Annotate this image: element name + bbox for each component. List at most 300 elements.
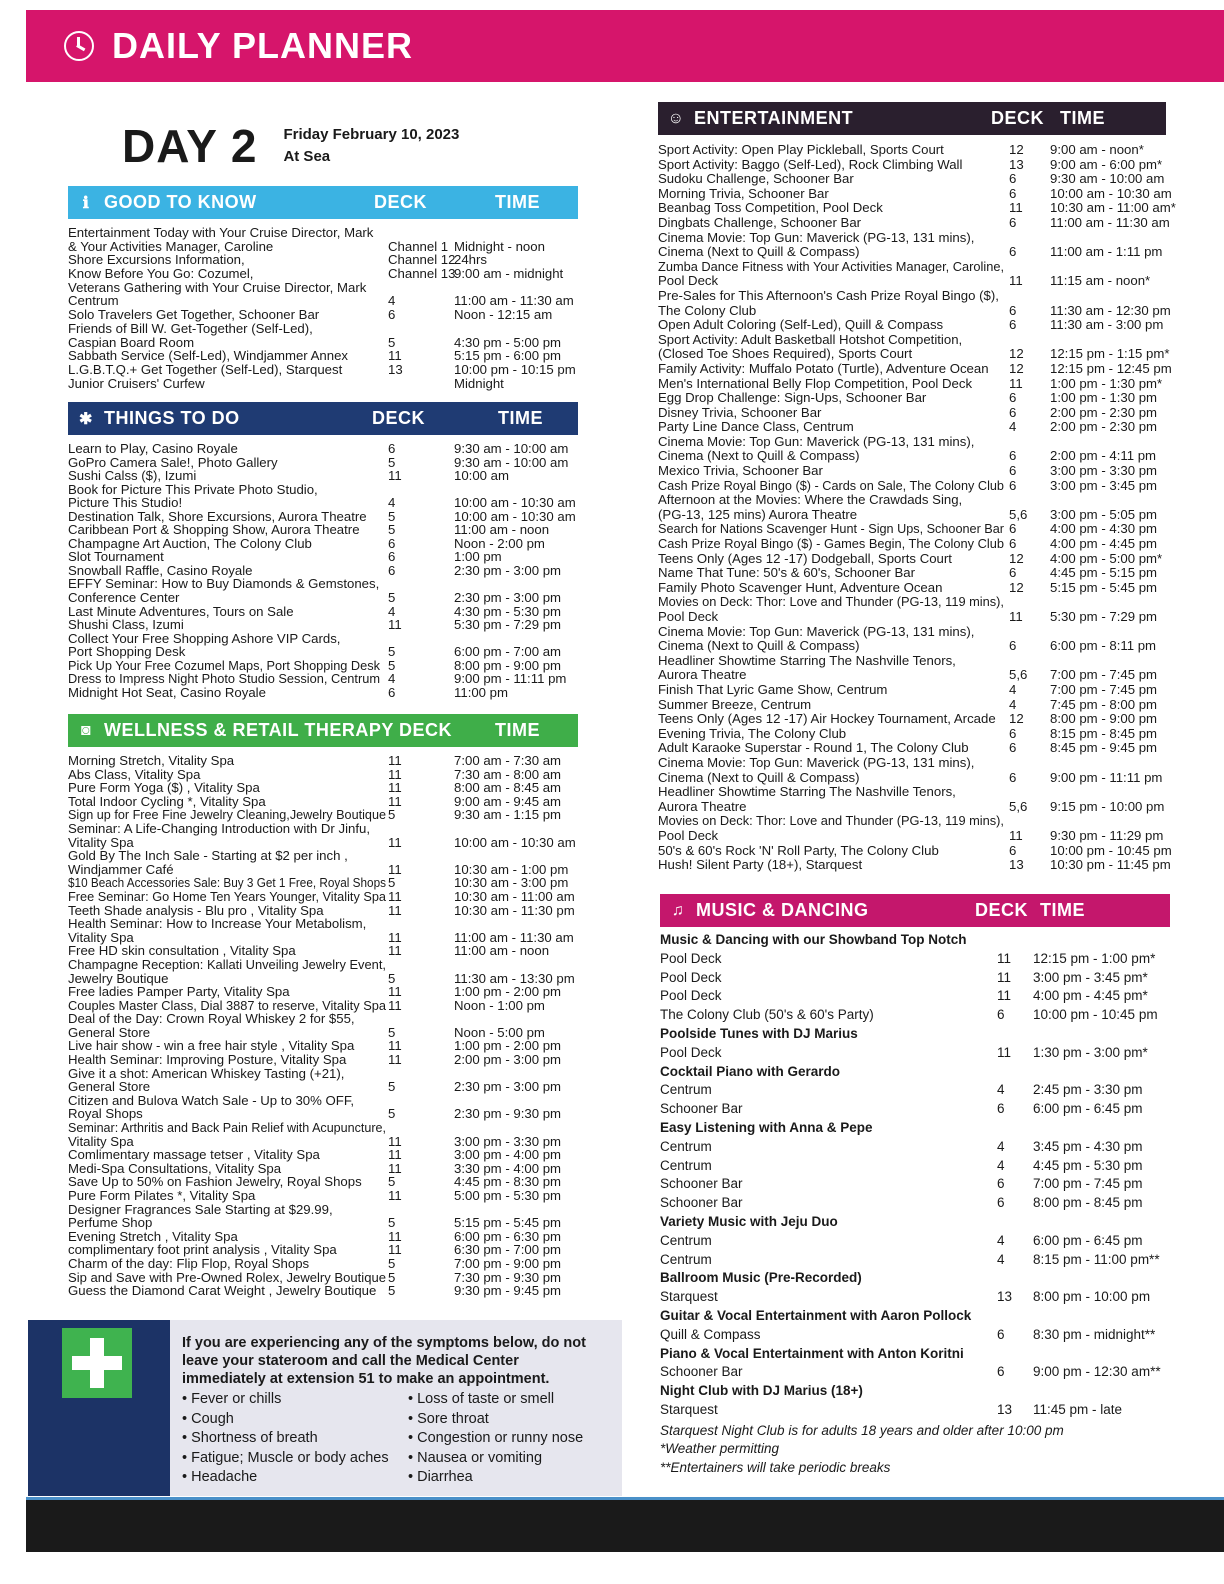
item-deck: 6 [1009, 536, 1017, 552]
item-activity: Free ladies Pamper Party, Vitality Spa [68, 984, 290, 1000]
item-activity: Schooner Bar [660, 1195, 743, 1211]
item-activity: Vitality Spa [68, 1133, 134, 1149]
symptom-item: • Congestion or runny nose [408, 1430, 584, 1446]
item-time: 9:30 am - 1:15 pm [454, 807, 562, 823]
item-time: 7:00 pm - 7:45 pm [1050, 667, 1158, 683]
list-item [658, 245, 1166, 260]
item-time: 1:30 pm - 3:00 pm* [1033, 1044, 1148, 1060]
item-activity: Movies on Deck: Thor: Love and Thunder (PG-13, 119 mins), [658, 594, 1004, 610]
item-activity: Centrum [660, 1138, 712, 1154]
item-activity: The Colony Club (50's & 60's Party) [660, 1007, 874, 1023]
list-item [68, 999, 578, 1013]
item-activity: Total Indoor Cycling *, Vitality Spa [68, 793, 266, 809]
item-activity: Sport Activity: Baggo (Self-Led), Rock Climbing Wall [658, 156, 963, 172]
symptom-item: • Loss of taste or smell [408, 1391, 555, 1407]
medical-notice [28, 1320, 622, 1496]
list-item [68, 1230, 578, 1244]
list-item [68, 226, 578, 240]
list-item [68, 632, 578, 646]
group-heading [660, 1382, 1170, 1401]
item-time: 4:45 pm - 5:30 pm [1033, 1157, 1143, 1173]
item-time: 10:00 am [454, 468, 509, 484]
item-activity: Save Up to 50% on Fashion Jewelry, Royal Shops [68, 1174, 362, 1190]
item-activity: Cinema Movie: Top Gun: Maverick (PG-13, 131 mins), [658, 433, 975, 449]
item-deck: 12 [1009, 550, 1024, 566]
list-item [660, 1251, 1170, 1270]
list-item [68, 972, 578, 986]
item-activity: Windjammer Café [68, 861, 174, 877]
item-time: 7:00 pm - 9:00 pm [454, 1255, 562, 1271]
item-deck: 12 [1009, 711, 1024, 727]
list-item [658, 785, 1166, 800]
day-label: DAY 2 [122, 120, 258, 172]
item-activity: Abs Class, Vitality Spa [68, 766, 201, 782]
list-item [658, 522, 1166, 537]
item-deck: 11 [388, 902, 402, 918]
item-activity: Pool Deck [658, 609, 719, 624]
item-time: 5:15 pm - 6:00 pm [454, 348, 562, 364]
item-activity: Disney Trivia, Schooner Bar [658, 404, 822, 420]
list-item [68, 363, 578, 377]
item-time: 10:00 am - 10:30 am [454, 495, 576, 511]
item-time: 4:45 pm - 5:15 pm [1050, 565, 1158, 581]
list-item [658, 857, 1171, 873]
list-item [68, 890, 578, 904]
list-item [68, 795, 578, 809]
item-deck: 11 [388, 617, 402, 633]
item-time: 8:45 pm - 9:45 pm [1050, 740, 1158, 756]
item-time: 2:00 pm - 2:30 pm [1050, 404, 1158, 420]
item-deck: 6 [1009, 842, 1017, 858]
item-activity: Pool Deck [660, 1044, 722, 1060]
list-item [68, 686, 578, 700]
list-item [68, 672, 578, 686]
item-deck: 5,6 [1009, 667, 1028, 683]
time-header: TIME [1060, 108, 1105, 128]
item-activity: Shore Excursions Information, [68, 252, 245, 268]
item-time: 7:00 am - 7:30 am [454, 753, 562, 768]
item-activity: Family Activity: Muffalo Potato (Turtle), Adventure Ocean [658, 360, 989, 376]
list-item [68, 605, 578, 619]
symptoms-left [182, 1390, 389, 1488]
item-deck: 11 [1009, 273, 1023, 289]
list-item [658, 581, 1166, 596]
item-deck: 6 [1009, 725, 1017, 741]
list-item [658, 260, 1166, 275]
item-activity: Sport Activity: Adult Basketball Hotshot Competition, [658, 331, 963, 347]
list-item [658, 435, 1166, 450]
item-deck: 11 [388, 1160, 402, 1176]
item-time: 3:00 pm - 3:45 pm [1050, 477, 1158, 493]
item-activity: Jewelry Boutique [68, 970, 169, 986]
item-time: 9:00 pm - 11:11 pm [454, 671, 567, 687]
item-activity: Cinema Movie: Top Gun: Maverick (PG-13, 131 mins), [658, 623, 975, 639]
item-deck: 5 [388, 1269, 396, 1285]
item-deck: 5 [388, 334, 396, 350]
list-item [660, 1363, 1170, 1382]
item-activity: Centrum [660, 1232, 712, 1248]
section-title: ENTERTAINMENT [694, 108, 854, 128]
item-deck: 13 [997, 1289, 1013, 1305]
item-time: 2:00 pm - 3:00 pm [454, 1052, 562, 1068]
item-time: 3:00 pm - 4:00 pm [454, 1147, 562, 1163]
item-activity: Piano & Vocal Entertainment with Anton Koritni [660, 1345, 964, 1361]
item-deck: 6 [1009, 448, 1017, 464]
list-item [68, 349, 578, 363]
item-deck: 11 [388, 780, 402, 796]
list-item [68, 523, 578, 537]
list-item [68, 267, 578, 281]
item-deck: 6 [388, 549, 396, 565]
list-item [660, 1100, 1170, 1119]
item-activity: Cocktail Piano with Gerardo [660, 1063, 841, 1079]
item-deck: 11 [388, 1147, 402, 1163]
item-time: 9:00 am - midnight [454, 266, 564, 282]
item-deck: 11 [1009, 375, 1023, 391]
list-item [68, 496, 578, 510]
item-activity: General Store [68, 1024, 151, 1040]
group-heading [660, 1345, 1170, 1364]
item-time: 8:00 pm - 9:00 pm [1050, 711, 1158, 727]
item-time: 11:45 pm - late [1033, 1401, 1123, 1417]
item-deck: 6 [997, 1364, 1005, 1380]
item-deck: 5 [388, 657, 396, 673]
list-item [658, 143, 1166, 158]
section-title: WELLNESS & RETAIL THERAPY DECK [104, 720, 453, 740]
list-item [658, 668, 1166, 683]
list-item [660, 1288, 1170, 1307]
list-item [658, 302, 1171, 319]
item-time: 4:45 pm - 8:30 pm [454, 1174, 562, 1190]
item-time: 4:30 pm - 5:00 pm [454, 334, 562, 350]
footer-bar [26, 1500, 1224, 1552]
item-time: 11:00 am - 11:30 am [454, 929, 574, 945]
item-time: 6:00 pm - 7:00 am [454, 644, 562, 660]
item-time: 6:30 pm - 7:00 pm [454, 1242, 562, 1258]
item-activity: Picture This Studio! [68, 495, 183, 511]
activity-icon: ✱ [79, 410, 93, 428]
symptom-item: • Fatigue; Muscle or body aches [182, 1449, 389, 1466]
item-activity: Snowball Raffle, Casino Royale [68, 562, 253, 578]
list-item [68, 1243, 578, 1257]
wellness-header [68, 714, 578, 747]
item-time: 5:00 pm - 5:30 pm [454, 1188, 562, 1203]
list-item [68, 577, 578, 591]
item-activity: Dingbats Challenge, Schooner Bar [658, 214, 862, 230]
item-time: 11:00 am - noon [454, 522, 550, 538]
page-title: DAILY PLANNER [112, 25, 414, 66]
item-activity: Schooner Bar [660, 1364, 743, 1380]
item-deck: 5,6 [1009, 798, 1028, 814]
deck-header: DECK [372, 408, 426, 428]
list-item [658, 698, 1166, 713]
header-banner [26, 10, 1224, 82]
entertainment-section [658, 102, 1176, 873]
list-item [658, 289, 1166, 304]
things-to-do-list [68, 442, 578, 699]
item-deck: 11 [997, 988, 1012, 1004]
item-activity: Cinema Movie: Top Gun: Maverick (PG-13, 131 mins), [658, 229, 975, 245]
list-item [658, 464, 1166, 479]
item-deck: 5 [388, 1079, 396, 1095]
item-time: 4:00 pm - 4:45 pm [1050, 536, 1158, 552]
item-activity: Adult Karaoke Superstar - Round 1, The Colony Club [658, 740, 969, 756]
item-activity: The Colony Club [658, 302, 757, 318]
item-time: 2:00 pm - 2:30 pm [1050, 419, 1158, 435]
list-item [658, 552, 1166, 567]
item-activity: $10 Beach Accessories Sale: Buy 3 Get 1 Free, Royal Shops [68, 875, 386, 891]
item-activity: Medi-Spa Consultations, Vitality Spa [68, 1160, 282, 1176]
list-item [68, 1094, 578, 1108]
list-item [660, 987, 1170, 1006]
item-deck: 13 [997, 1401, 1013, 1417]
item-activity: Centrum [660, 1157, 712, 1173]
item-deck: 6 [997, 1326, 1005, 1342]
list-item [68, 1216, 578, 1230]
item-time: 10:00 pm - 10:45 pm [1050, 842, 1172, 858]
list-item [660, 1006, 1170, 1025]
list-item [68, 281, 578, 295]
item-activity: Vitality Spa [68, 929, 134, 945]
item-time: 2:30 pm - 3:00 pm [454, 1079, 562, 1095]
item-activity: Veterans Gathering with Your Cruise Director, Mark [68, 279, 367, 295]
item-activity: Pool Deck [658, 827, 719, 843]
item-time: 2:30 pm - 3:00 pm [454, 562, 562, 578]
symptom-item: • Cough [182, 1410, 234, 1427]
item-activity: Pool Deck [658, 273, 719, 289]
item-deck: 11 [1009, 827, 1023, 843]
item-activity: Learn to Play, Casino Royale [68, 441, 238, 456]
item-activity: Friends of Bill W. Get-Together (Self-Led), [68, 320, 313, 336]
item-activity: Variety Music with Jeju Duo [660, 1213, 838, 1229]
item-deck: 4 [1009, 419, 1017, 435]
item-time: 7:30 pm - 9:30 pm [454, 1269, 562, 1285]
item-time: 9:00 am - noon* [1050, 142, 1144, 157]
list-item [68, 1162, 578, 1176]
list-item [658, 158, 1166, 173]
time-header: TIME [498, 408, 543, 428]
day-heading [122, 120, 459, 172]
wellness-list [68, 754, 578, 1298]
item-deck: 6 [1009, 390, 1017, 406]
list-item [68, 510, 578, 524]
item-activity: Solo Travelers Get Together, Schooner Bar [68, 307, 320, 323]
item-activity: L.G.B.T.Q.+ Get Together (Self-Led), Starquest [68, 361, 343, 377]
list-item [68, 863, 578, 877]
item-deck: 12 [1009, 579, 1024, 595]
item-activity: Perfume Shop [68, 1215, 153, 1231]
item-time: 10:30 am - 11:00 am [454, 888, 575, 904]
item-time: 10:30 am - 11:30 pm [454, 902, 575, 918]
item-activity: Last Minute Adventures, Tours on Sale [68, 603, 294, 619]
item-deck: 6 [997, 1007, 1005, 1023]
list-item [68, 537, 578, 551]
list-item [658, 800, 1166, 815]
list-item [658, 479, 1166, 494]
list-item [68, 469, 578, 483]
list-item [660, 1175, 1170, 1194]
list-item [68, 836, 578, 850]
item-activity: Centrum [68, 293, 119, 309]
item-activity: Slot Tournament [68, 549, 164, 565]
item-deck: 4 [388, 671, 396, 687]
item-deck: 6 [1009, 477, 1017, 493]
list-item [658, 814, 1166, 829]
item-activity: Name That Tune: 50's & 60's, Schooner Bar [658, 565, 915, 581]
list-item [658, 377, 1166, 392]
item-activity: Movies on Deck: Thor: Love and Thunder (PG-13, 119 mins), [658, 813, 1004, 829]
section-title: MUSIC & DANCING [696, 900, 869, 920]
list-item [68, 822, 578, 836]
item-time: 11:00 am - 1:11 pm [1050, 244, 1163, 260]
item-activity: Couples Master Class, Dial 3887 to reserve, Vitality Spa [68, 997, 386, 1013]
item-time: 9:30 pm - 11:29 pm [1050, 827, 1164, 843]
item-deck: Channel 12 [388, 252, 456, 268]
item-time: 11:00 am - 11:30 am [454, 293, 574, 309]
list-item [658, 406, 1166, 421]
item-activity: General Store [68, 1079, 151, 1095]
item-time: 6:00 pm - 6:30 pm [454, 1228, 562, 1244]
item-time: 8:30 pm - midnight** [1033, 1326, 1156, 1342]
list-item [658, 771, 1166, 786]
list-item [68, 308, 578, 322]
item-deck: 5 [388, 875, 396, 891]
item-activity: Collect Your Free Shopping Ashore VIP Cards, [68, 630, 341, 646]
item-deck: 4 [1009, 696, 1017, 712]
medical-message: If you are experiencing any of the symptoms below, do not leave your stateroom and call the Medical Center immediately at extension 51 to make an appointment. [182, 1335, 586, 1387]
item-deck: 13 [388, 361, 403, 377]
symptom-item: • Fever or chills [182, 1391, 282, 1407]
item-time: Noon - 1:00 pm [454, 997, 545, 1013]
item-deck: 11 [388, 997, 402, 1013]
item-deck: 4 [388, 293, 396, 309]
item-activity: Deal of the Day: Crown Royal Whiskey 2 for $55, [68, 1011, 355, 1027]
item-deck: 5 [388, 1255, 396, 1271]
item-activity: Afternoon at the Movies: Where the Crawdads Sing, [658, 492, 963, 508]
list-item [658, 595, 1166, 610]
item-activity: Teeth Shade analysis - Blu pro , Vitality Spa [68, 902, 324, 918]
item-time: 10:30 am - 11:00 am* [1050, 200, 1176, 216]
list-item [68, 1121, 578, 1135]
item-activity: Headliner Showtime Starring The Nashville Tenors, [658, 652, 956, 668]
item-deck: 11 [388, 793, 402, 809]
list-item [658, 727, 1166, 742]
item-time: 2:00 pm - 4:11 pm [1050, 448, 1157, 464]
things-to-do-header [68, 402, 578, 435]
item-activity: Champagne Reception: Kallati Unveiling Jewelry Event, [68, 956, 386, 972]
item-activity: 50's & 60's Rock 'N' Roll Party, The Colony Club [658, 842, 939, 858]
list-item [660, 1044, 1170, 1063]
item-deck: 11 [388, 943, 402, 959]
item-deck: 11 [388, 348, 402, 364]
item-activity: Seminar: A Life-Changing Introduction with Dr Jinfu, [68, 820, 371, 836]
item-activity: Caspian Board Room [68, 334, 195, 350]
list-item [658, 449, 1166, 464]
item-activity: Guess the Diamond Carat Weight , Jewelry Boutique [68, 1283, 377, 1299]
item-deck: 6 [997, 1195, 1005, 1211]
item-activity: (PG-13, 125 mins) Aurora Theatre [658, 506, 858, 522]
item-deck: 13 [1009, 156, 1024, 172]
item-time: 1:00 pm - 2:00 pm [454, 984, 562, 1000]
item-deck: 6 [1009, 244, 1017, 260]
item-activity: Caribbean Port & Shopping Show, Aurora Theatre [68, 522, 360, 538]
list-item [68, 618, 578, 632]
item-activity: Free Seminar: Go Home Ten Years Younger, Vitality Spa [68, 888, 386, 904]
list-item [658, 333, 1166, 348]
list-item [68, 1284, 578, 1298]
list-item [68, 294, 578, 308]
list-item [658, 360, 1172, 377]
list-item [68, 659, 578, 673]
symptom-item: • Nausea or vomiting [408, 1449, 543, 1466]
group-heading [660, 931, 1170, 950]
item-activity: Music & Dancing with our Showband Top Notch [660, 932, 967, 947]
item-deck: 6 [1009, 317, 1017, 333]
item-activity: Health Seminar: Improving Posture, Vitality Spa [68, 1052, 347, 1068]
item-activity: Starquest [660, 1289, 718, 1305]
item-activity: Conference Center [68, 590, 180, 606]
footnote: Starquest Night Club is for adults 18 years and older after 10:00 pm [660, 1422, 1064, 1438]
list-item [658, 639, 1166, 654]
item-time: 11:00 am - 11:30 am [1050, 214, 1170, 230]
item-deck: 13 [1009, 857, 1024, 873]
list-item [658, 712, 1166, 727]
item-time: 12:15 pm - 12:45 pm [1050, 360, 1172, 376]
clock-icon [64, 31, 94, 61]
item-time: 24hrs [454, 252, 487, 268]
list-item [68, 1271, 578, 1285]
item-deck: 5 [388, 590, 396, 606]
item-activity: Search for Nations Scavenger Hunt - Sign Ups, Schooner Bar [658, 521, 1004, 537]
item-deck: 5 [388, 1283, 396, 1299]
item-activity: Teens Only (Ages 12 -17) Dodgeball, Sports Court [658, 550, 952, 566]
item-deck: 11 [388, 1188, 402, 1203]
list-item [68, 1148, 578, 1162]
list-item [68, 1039, 578, 1053]
item-time: Noon - 5:00 pm [454, 1024, 545, 1040]
item-time: 3:45 pm - 4:30 pm [1033, 1138, 1143, 1154]
item-time: 1:00 pm - 1:30 pm [1050, 390, 1158, 406]
item-activity: Pure Form Yoga ($) , Vitality Spa [68, 780, 260, 796]
item-deck: 11 [997, 969, 1012, 985]
list-item [658, 274, 1166, 289]
item-time: 7:00 pm - 7:45 pm [1050, 681, 1158, 697]
list-item [658, 537, 1166, 552]
item-activity: Egg Drop Challenge: Sign-Ups, Schooner Bar [658, 390, 927, 406]
date-info [283, 124, 459, 168]
good-to-know-header [68, 186, 578, 219]
list-item [68, 377, 578, 391]
item-time: 3:30 pm - 4:00 pm [454, 1160, 562, 1176]
list-item [658, 842, 1172, 859]
item-time: 10:30 am - 1:00 pm [454, 861, 569, 877]
item-activity: Know Before You Go: Cozumel, [68, 266, 254, 282]
item-deck: 5 [388, 807, 396, 823]
item-activity: Sabbath Service (Self-Led), Windjammer Annex [68, 348, 348, 364]
day-date: Friday February 10, 2023 [283, 126, 460, 143]
item-deck: 6 [1009, 565, 1017, 581]
item-time: 12:15 pm - 1:00 pm* [1033, 950, 1156, 966]
item-deck: 6 [1009, 302, 1017, 318]
item-activity: Cinema (Next to Quill & Compass) [658, 769, 860, 785]
item-time: 5:15 pm - 5:45 pm [1050, 579, 1158, 595]
item-time: 1:00 pm - 2:00 pm [454, 1038, 562, 1054]
item-activity: Summer Breeze, Centrum [658, 696, 812, 712]
item-activity: Poolside Tunes with DJ Marius [660, 1025, 858, 1041]
music-list [660, 931, 1170, 1420]
section-title: THINGS TO DO [104, 408, 240, 428]
item-activity: Men's International Belly Flop Competition, Pool Deck [658, 375, 973, 391]
